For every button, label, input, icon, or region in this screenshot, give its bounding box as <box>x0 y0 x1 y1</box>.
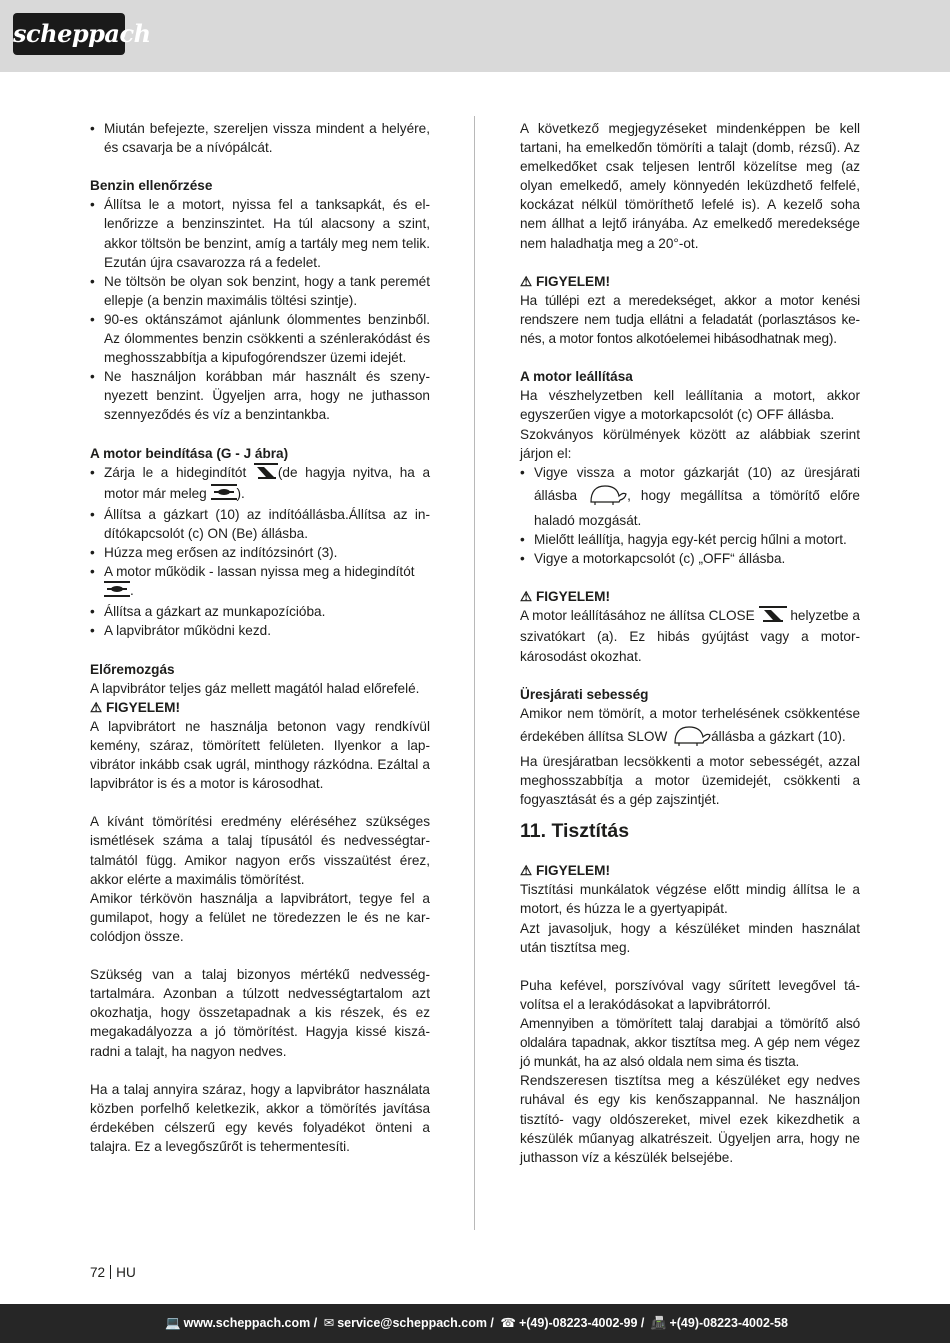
language-code: HU <box>116 1265 136 1280</box>
section-heading-start: A motor beindítása (G - J ábra) <box>90 445 289 461</box>
stop-list <box>520 463 860 568</box>
warning-text: FIGYELEM! <box>105 699 180 715</box>
section-heading-fuel: Benzin ellenőrzése <box>90 178 213 194</box>
page-separator <box>110 1265 111 1279</box>
warning-icon: ⚠ <box>520 273 536 289</box>
paragraph: A lapvibrátort ne használja betonon vagy rendkívül kemény, száraz, tömörített felületen. Ilyenkor a lapvibrátor inkább csak ugrál, minthogy rázkódna. Ezáltal a lapvibrátor is és a motor is károsodhat. <box>90 718 430 792</box>
paragraph: Ha vészhelyzetben kell leállítania a motort, akkor egyszerűen vigye a motorkapcsolót (c) OFF állásba. <box>520 388 860 423</box>
paragraph: Puha kefével, porszívóval vagy sűrített levegővel távolítsa el a lerakódásokat a lapvibrátorról. <box>520 977 860 1012</box>
contact-bar <box>0 1304 950 1343</box>
list-item: • Állítsa a gázkart (10) az indítóállásba.Állítsa az indítókapcsolót (c) ON (Be) állásba. <box>90 505 430 543</box>
list-item <box>90 463 430 505</box>
warning-icon: ⚠ <box>90 699 106 715</box>
choke-open-icon <box>211 484 237 505</box>
paragraph: Ha túllépi ezt a meredekséget, akkor a motor kenési rendszere nem tudja ellátni a feladatát (porlasztásos kenés, a motor fontos alkotóelemei hibásodhatnak meg). <box>520 292 860 347</box>
start-step-text: Zárja le a hidegindítót <box>104 464 254 480</box>
section-heading-cleaning: 11. Tisztítás <box>520 820 630 843</box>
email-link[interactable]: service@scheppach.com / <box>337 1316 494 1330</box>
left-column <box>90 119 430 1156</box>
paragraph: Rendszeresen tisztítsa meg a készüléket egy nedves ruhával és egy kis kenőszappannal. Ne használjon tisztító- vagy oldószereket, mivel ezek kikezdhetik a készülék műanyag alkatrészeit. Ügyeljen arra, hogy ne juthasson víz a készülék belsejébe. <box>520 1073 860 1165</box>
paragraph: A következő megjegyzéseket mindenképpen be kell tartani, ha emelkedőn tömöríti a talajt (domb, rézsű). Az emelkedőket csak teljesen lentről közelítse meg (az olyan emelkedő, amely könnyedén leküzdhető felfelé, kockázat nélkül tömöríthető lefelé is). A kezelő soha nem állhat a lejtő irányába. Az emelkedő meredeksége nem haladhatja meg a 20°-ot. <box>520 121 860 251</box>
section-heading-stop: A motor leállítása <box>520 369 633 385</box>
start-list <box>90 463 430 641</box>
phone-icon: ☎ <box>500 1316 516 1330</box>
choke-closed-icon <box>254 463 278 484</box>
list-item: • A lapvibrátor működni kezd. <box>90 621 430 640</box>
paragraph: A lapvibrátor teljes gáz mellett magától halad előrefelé. <box>90 680 420 696</box>
section-heading-idle: Üresjárati sebesség <box>520 686 649 702</box>
start-step-text: . <box>130 583 134 599</box>
header-bar <box>0 0 950 72</box>
page-number <box>90 1265 136 1280</box>
choke-closed-icon <box>759 606 787 627</box>
paragraph: Ha a talaj annyira száraz, hogy a lapvibrátor használata közben porfelhő keletkezik, akkor a tömörítés javítása érdekében célszerű egy kevés folyadékot önteni a talajra. Ez a levegőszűrőt is tehermentesíti. <box>90 1081 430 1154</box>
warning-icon: ⚠ <box>520 863 536 879</box>
warning-text: FIGYELEM! <box>535 863 610 879</box>
list-item: • Vigye a motorkapcsolót (c) „OFF“ állásba. <box>520 549 860 568</box>
paragraph: Ha üresjáratban lecsökkenti a motor sebességét, azzal meghosszabbítja a motor üzemidejét, csökkenti a fogyasztását és a gép zajszintjét. <box>520 754 860 808</box>
computer-icon: 💻 <box>165 1316 181 1330</box>
list-item: • Miután befejezte, szereljen vissza mindent a helyére, és csavarja be a nívópálcát. <box>90 119 430 157</box>
paragraph-text: Amikor nem tömörít, a motor terhelésének csökkentése érdekében állítsa SLOW <box>520 705 860 745</box>
start-step-text: A motor működik - lassan nyissa meg a hidegindítót <box>104 564 415 580</box>
turtle-slow-icon <box>587 482 627 511</box>
choke-open-icon <box>104 581 130 602</box>
list-item: • Mielőtt leállítja, hagyja egy-két percig hűlni a motort. <box>520 530 860 549</box>
list-item: • Állítsa a gázkart az munkapozícióba. <box>90 602 430 621</box>
warning-text: FIGYELEM! <box>535 589 610 605</box>
right-column <box>520 119 860 1167</box>
column-divider <box>474 116 475 1230</box>
list-item: • Ne töltsön be olyan sok benzint, hogy a tank peremét ellepje (a benzin maximális töltési szintje). <box>90 272 430 310</box>
list-item <box>520 463 860 530</box>
fuel-list <box>90 195 430 424</box>
section-heading-forward: Előremozgás <box>90 661 175 677</box>
warning-heading <box>90 698 430 717</box>
warning-text: FIGYELEM! <box>535 273 610 289</box>
paragraph: Szokványos körülmények között az alábbiak szerint járjon el: <box>520 426 860 461</box>
paragraph <box>520 606 860 665</box>
page-number-value: 72 <box>90 1265 106 1280</box>
turtle-slow-icon <box>671 723 711 752</box>
warning-heading <box>520 861 860 880</box>
stop-step-text: , hogy megállítsa a tömörítő előre haladó mozgását. <box>534 487 860 528</box>
stop-step-text: Vigye vissza a motor gázkarját (10) az üresjárati állásba <box>534 464 860 503</box>
fax-icon: 📠 <box>650 1316 667 1330</box>
scheppach-logo: scheppach <box>13 13 125 55</box>
mail-icon: ✉ <box>323 1316 335 1330</box>
list-item <box>90 562 430 602</box>
paragraph <box>520 704 860 752</box>
list-item: • Ne használjon korábban már használt és szenynyezett benzint. Ügyeljen arra, hogy ne juthasson szennyeződés és víz a benzintankba. <box>90 367 430 424</box>
paragraph-text: helyzetbe a szivatókart (a). Ez hibás gyújtást vagy a motorkárosodást okozhat. <box>520 608 860 664</box>
list-item: • Állítsa le a motort, nyissa fel a tanksapkát, és ellenőrizze a benzinszintet. Ha túl alacsony a szint, akkor töltsön be benzint, amíg a tartály meg nem telik. Ezután újra csavarozza rá a fedelet. <box>90 195 430 271</box>
list-item: • 90-es oktánszámot ajánlunk ólommentes benzinből. Az ólommentes benzin csökkenti a szénlerakódást és meghosszabbítja a kipufogórendszer üzemi idejét. <box>90 310 430 367</box>
paragraph: Azt javasoljuk, hogy a készüléket minden használat után tisztítsa meg. <box>520 920 860 955</box>
paragraph: Szükség van a talaj bizonyos mértékű nedvességtartalmára. Azonban a túlzott nedvességtartalom azt okozhatja, hogy összetapadnak a kis részek, és ez megakadályozza a jó tömörítést. Hagyja kissé kiszáradni a talajt, ha nagyon nedves. <box>90 967 430 1059</box>
paragraph: Amikor térkövön használja a lapvibrátort, tegye fel a gumilapot, hogy a felület ne töredezzen le és ne karcolódjon össze. <box>90 890 430 944</box>
paragraph: A kívánt tömörítési eredmény eléréséhez szükséges ismétlések száma a talaj típusától és nedvességtartalmától függ. Amikor nagyon erős visszaütést érez, akkor elérte a maximális tömörítést. <box>90 814 430 887</box>
start-step-text: (de hagyja nyitva, ha a motor már meleg <box>104 464 431 501</box>
paragraph-text: A motor leállításához ne állítsa CLOSE <box>520 608 759 624</box>
warning-icon: ⚠ <box>520 589 536 605</box>
list-item: • Húzza meg erősen az indítózsinórt (3). <box>90 543 430 562</box>
warning-heading <box>520 587 860 606</box>
fax-number: +(49)-08223-4002-58 <box>669 1316 788 1330</box>
start-step-text: ). <box>236 485 245 501</box>
phone-number: +(49)-08223-4002-99 / <box>518 1316 645 1330</box>
intro-list <box>90 119 430 157</box>
website-link[interactable]: www.scheppach.com / <box>183 1316 318 1330</box>
paragraph-text: állásba a gázkart (10). <box>711 729 846 745</box>
paragraph: Amennyiben a tömörített talaj darabjai a tömörítő alsó oldalára tapadnak, akkor tisztítsa meg. A gép nem végez jó munkát, ha az alsó oldala nem sima és tiszta. <box>520 1016 860 1070</box>
warning-heading <box>520 272 860 291</box>
paragraph: Tisztítási munkálatok végzése előtt mindig állítsa le a motort, és húzza le a gyertyapipát. <box>520 882 860 917</box>
